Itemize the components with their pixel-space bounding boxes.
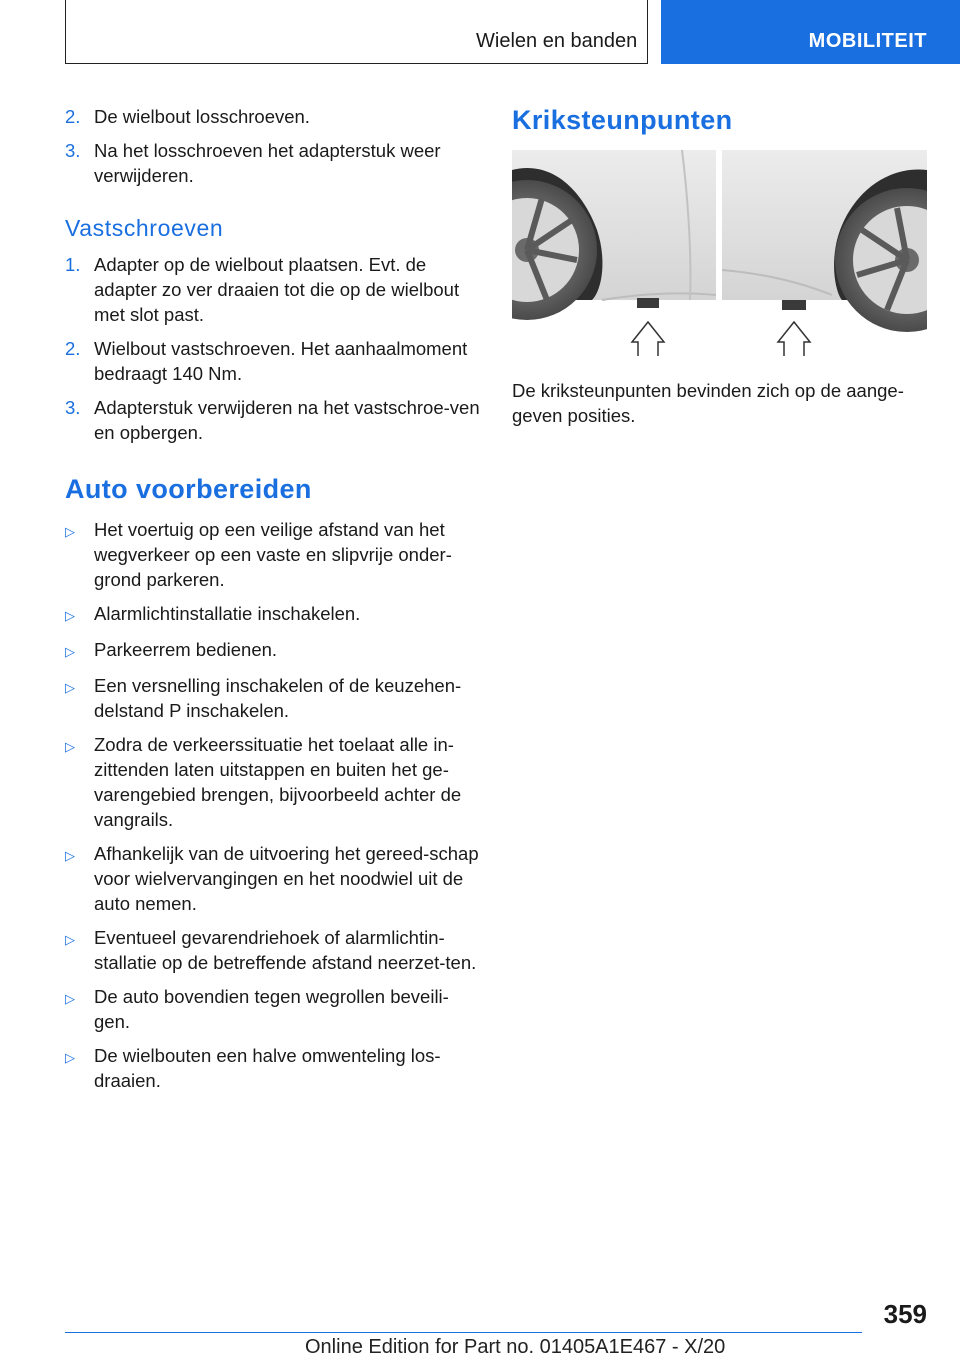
car-side-illustration (512, 150, 927, 356)
left-column (65, 104, 480, 1102)
front-wheel-panel (512, 150, 716, 356)
step-item (65, 252, 480, 327)
right-column (512, 104, 932, 428)
footer-divider (65, 1332, 862, 1333)
bullet-text: Parkeerrem bedienen. (94, 639, 278, 660)
step-item (65, 395, 480, 445)
triangle-bullet-icon: ▷ (65, 680, 75, 695)
step-number: 3. (65, 397, 81, 418)
bullet-text: Eventueel gevarendriehoek of alarmlichtin-stallatie op de betreffende afstand neerzet-ten. (94, 927, 477, 973)
bullet-text: Het voertuig op een veilige afstand van het wegverkeer op een vaste en slipvrije onder-grond parkeren. (94, 519, 452, 590)
jack-points-illustration (512, 150, 927, 356)
bullet-text: Een versnelling inschakelen of de keuzehen-delstand P inschakelen. (94, 675, 462, 721)
triangle-bullet-icon: ▷ (65, 524, 75, 539)
bullet-item (65, 841, 480, 916)
chapter-tab-label: MOBILITEIT (808, 30, 927, 52)
page-number: 359 (883, 1299, 927, 1329)
triangle-bullet-icon: ▷ (65, 848, 75, 863)
chapter-tab[interactable] (661, 0, 960, 64)
triangle-bullet-icon: ▷ (65, 1050, 75, 1065)
bullet-item (65, 601, 480, 628)
bullet-item (65, 517, 480, 592)
bullet-text: Afhankelijk van de uitvoering het gereed-schap voor wielvervangingen en het noodwiel uit de auto nemen. (94, 843, 479, 914)
step-text: Wielbout vastschroeven. Het aanhaalmoment bedraagt 140 Nm. (94, 338, 468, 384)
step-item (65, 104, 480, 129)
heading-kriksteunpunten: Kriksteunpunten (512, 105, 733, 135)
footer-edition: Online Edition for Part no. 01405A1E467 - X/20 (305, 1336, 726, 1358)
step-text: De wielbout losschroeven. (94, 106, 310, 127)
bullet-item (65, 673, 480, 723)
bullet-item (65, 732, 480, 832)
step-text: Adapterstuk verwijderen na het vastschroe-ven en opbergen. (94, 397, 480, 443)
bullet-item (65, 637, 480, 664)
bullet-item (65, 925, 480, 975)
step-number: 2. (65, 106, 81, 127)
bullet-text: Alarmlichtinstallatie inschakelen. (94, 603, 361, 624)
step-number: 1. (65, 254, 81, 275)
bullet-item (65, 984, 480, 1034)
step-item (65, 138, 480, 188)
step-number: 2. (65, 338, 81, 359)
bullet-text: Zodra de verkeerssituatie het toelaat alle in-zittenden laten uitstappen en buiten het ge-varengebied brengen, bijvoorbeeld achter de vangrails. (94, 734, 462, 830)
bullet-text: De auto bovendien tegen wegrollen beveili-gen. (94, 986, 449, 1032)
figure-caption: De kriksteunpunten bevinden zich op de aange-geven posities. (512, 380, 904, 426)
step-number: 3. (65, 140, 81, 161)
bullet-text: De wielbouten een halve omwenteling los-draaien. (94, 1045, 441, 1091)
step-text: Na het losschroeven het adapterstuk weer verwijderen. (94, 140, 441, 186)
triangle-bullet-icon: ▷ (65, 991, 75, 1006)
triangle-bullet-icon: ▷ (65, 739, 75, 754)
rear-wheel-panel (722, 150, 927, 356)
step-text: Adapter op de wielbout plaatsen. Evt. de adapter zo ver draaien tot die op de wielbout met slot past. (94, 254, 460, 325)
heading-vastschroeven: Vastschroeven (65, 215, 224, 241)
heading-auto-voorbereiden: Auto voorbereiden (65, 474, 312, 504)
triangle-bullet-icon: ▷ (65, 932, 75, 947)
triangle-bullet-icon: ▷ (65, 608, 75, 623)
header-section-title: Wielen en banden (476, 30, 638, 52)
step-item (65, 336, 480, 386)
bullet-item (65, 1043, 480, 1093)
triangle-bullet-icon: ▷ (65, 644, 75, 659)
